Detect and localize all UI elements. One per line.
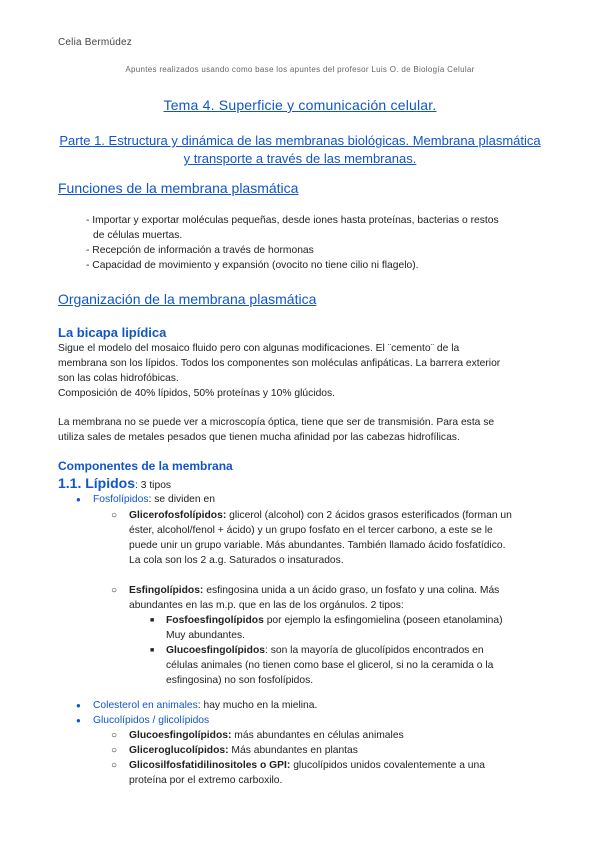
fosfolipidos-line	[93, 492, 215, 507]
gluco-item-label: Gliceroglucolípidos:	[129, 745, 229, 756]
gluco-item-label: Glucoesfingolípidos:	[129, 730, 232, 741]
gluco-item-text: Más abundantes en plantas	[228, 745, 358, 756]
glicero-line: La cola son los 2 a.g. Saturados o insaturados.	[129, 555, 344, 566]
bullet-icon: ●	[76, 495, 81, 504]
componentes-heading: Componentes de la membrana	[58, 459, 233, 473]
fosfoesf-line: Muy abundantes.	[166, 630, 245, 641]
square-bullet-icon: ■	[150, 647, 155, 654]
circle-bullet-icon: ○	[111, 510, 118, 521]
document-subtitle: Apuntes realizados usando como base los apuntes del profesor Luis O. de Biología Celular	[125, 65, 475, 74]
circle-bullet-icon: ○	[111, 730, 118, 741]
esfingo-text: esfingosina unida a un ácido graso, un fosfato y una colina. Más	[206, 585, 500, 596]
fosfoesf-line	[166, 613, 503, 628]
fosfolipidos-text: : se dividen en	[148, 494, 215, 505]
gluco-item	[129, 728, 404, 743]
glicero-line	[129, 508, 512, 523]
glicero-text: glicerol (alcohol) con 2 ácidos grasos esterificados (forman un	[229, 510, 512, 521]
glicero-line: puede unir un grupo variable. Más abundantes. También llamado ácido fosfatídico.	[129, 540, 506, 551]
glucolipidos-line	[93, 713, 209, 728]
circle-bullet-icon: ○	[111, 745, 118, 756]
gpi-continuation: proteína por el extremo carboxilo.	[129, 775, 283, 786]
author-name: Celia Bermúdez	[58, 37, 132, 48]
lipidos-extra: : 3 tipos	[135, 480, 172, 491]
fosfoesf-text: por ejemplo la esfingomielina (poseen etanolamina)	[266, 615, 503, 626]
lipidos-heading	[58, 476, 171, 493]
glucolipidos-label: Glucolípidos / glicolípidos	[93, 715, 210, 726]
list-item: - Capacidad de movimiento y expansión (ovocito no tiene cilio ni flagelo).	[86, 260, 419, 271]
bicapa-para: La membrana no se puede ver a microscopía óptica, tiene que ser de transmisión. Para esta se	[58, 417, 495, 428]
glicero-line: éster, alcohol/fenol + ácido) y un grupo fosfato en el tercer carbono, a este se le	[129, 525, 493, 536]
glicero-label: Glicerofosfolípidos:	[129, 510, 227, 521]
glucoesf-line: esfingosina) no son fosfolípidos.	[166, 675, 314, 686]
bicapa-line: Composición de 40% lípidos, 50% proteínas y 10% glúcidos.	[58, 388, 336, 399]
glucoesf-line	[166, 643, 484, 658]
esfingo-line: abundantes en las m.p. que en las de los orgánulos. 2 tipos:	[129, 600, 404, 611]
lipidos-number: 1.1. Lípidos	[58, 475, 136, 491]
circle-bullet-icon: ○	[111, 585, 118, 596]
gluco-item-text: más abundantes en células animales	[231, 730, 404, 741]
esfingo-line	[129, 583, 499, 598]
list-item: - Importar y exportar moléculas pequeñas, desde iones hasta proteínas, bacterias o restos	[86, 215, 499, 226]
esfingo-label: Esfingolípidos:	[129, 585, 204, 596]
fosfoesf-label: Fosfoesfingolípidos	[166, 615, 264, 626]
bicapa-para: utiliza sales de metales pesados que tienen mucha afinidad por las cabezas hidrofílicas.	[58, 432, 460, 443]
page-title: Tema 4. Superficie y comunicación celular.	[163, 97, 437, 113]
glucoesf-text: : son la mayoría de glucolípidos encontrados en	[264, 645, 484, 656]
fosfolipidos-label: Fosfolípidos	[93, 494, 149, 505]
bicapa-line: son las colas hidrofóbicas.	[58, 373, 179, 384]
list-item: de células muertas.	[93, 230, 183, 241]
gluco-item	[129, 743, 358, 758]
list-item: - Recepción de información a través de hormonas	[86, 245, 314, 256]
colesterol-text: : hay mucho en la mielina.	[197, 700, 318, 711]
gluco-item	[129, 758, 485, 773]
square-bullet-icon: ■	[150, 617, 155, 624]
organizacion-heading: Organización de la membrana plasmática	[58, 291, 317, 307]
part-heading: Parte 1. Estructura y dinámica de las membranas biológicas. Membrana plasmática y transporte a través de las membranas.	[59, 133, 541, 166]
glucoesf-label: Glucoesfingolípidos	[166, 645, 265, 656]
bullet-icon: ●	[76, 701, 81, 710]
bullet-icon: ●	[76, 716, 81, 725]
bicapa-heading: La bicapa lipídica	[58, 325, 167, 340]
circle-bullet-icon: ○	[111, 760, 118, 771]
glucoesf-line: células animales (no tienen como base el glicerol, si no la ceramida o la	[166, 660, 494, 671]
gluco-item-label: Glicosilfosfatidilinositoles o GPI:	[129, 760, 291, 771]
gluco-item-text: glucolípidos unidos covalentemente a una	[290, 760, 485, 771]
bicapa-line: membrana son los lípidos. Todos los componentes son moléculas anfipáticas. La barrera exterior	[58, 358, 501, 369]
colesterol-line	[93, 698, 317, 713]
colesterol-label: Colesterol en animales	[93, 700, 198, 711]
bicapa-line: Sigue el modelo del mosaico fluido pero con algunas modificaciones. El ¨cemento¨ de la	[58, 343, 460, 354]
funciones-heading: Funciones de la membrana plasmática	[58, 180, 299, 196]
